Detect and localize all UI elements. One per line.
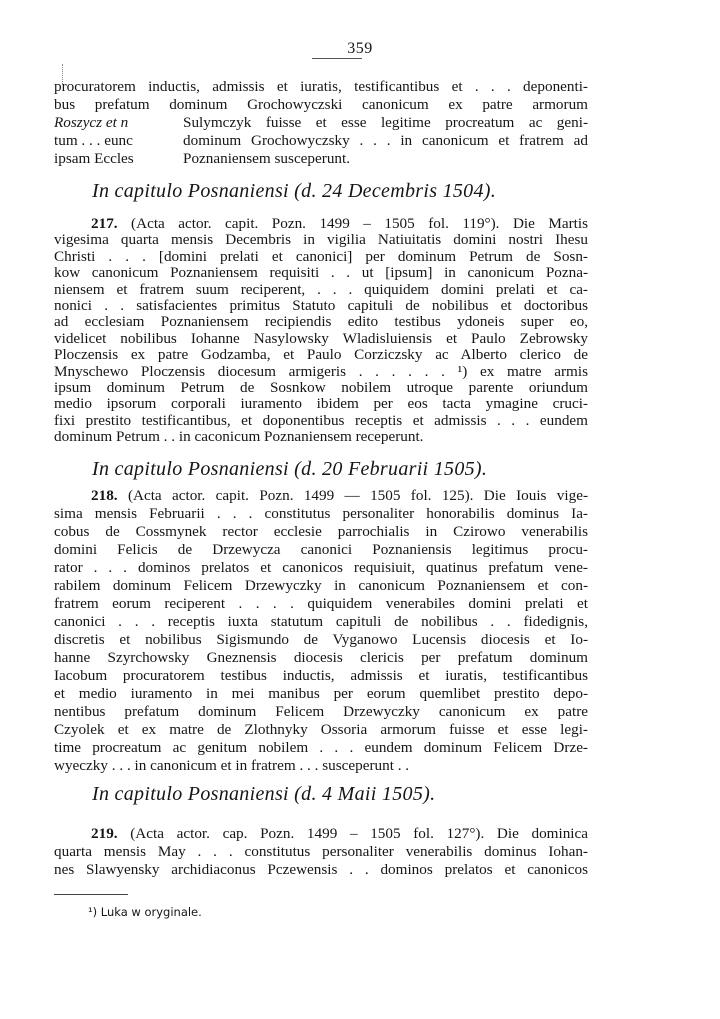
section-heading: In capitulo Posnaniensi (d. 20 Februarii 1505). [92,458,488,480]
entry-number: 219. [91,825,131,842]
entry-line: Iacobum procuratorem testibus inductis, admissis et iuratis, testificantibus [54,667,588,684]
entry-line: (Acta actor. cap. Pozn. 1499 – 1505 fol. 127°). Die dominica [130,825,588,842]
intro-split-left: tum . . . eunc [54,132,133,149]
entry-line: wyeczky . . . in canonicum et in fratrem . . . susceperunt . . [54,757,410,774]
entry-line: Ploczensis ex patre Godzamba, et Paulo Corziczsky ac Alberto clerico de [54,346,588,364]
intro-line: procuratorem inductis, admissis et iuratis, testificantibus et . . . deponenti- [54,78,588,95]
entry-line: medio ipsorum corporali iuramento ibidem per eos tacta ymagine cruci- [54,395,588,413]
entry-line: ipsum dominum Petrum de Sosnkow nobilem utroque parente oriundum [54,379,588,396]
entry-line: Mnyschewo Ploczensis diocesum armigeris . . . . . . ¹) ex matre armis [54,362,588,380]
intro-split-right: Sulymczyk fuisse et esse legitime procreatum ac geni- [183,114,588,131]
entry-line: rabilem dominum Felicem Drzewyczky in canonicum Poznaniensem et con- [54,577,588,594]
page-number: 359 [347,40,373,57]
intro-split-right: Poznaniensem susceperunt. [183,150,351,167]
entry-line: domini Felicis de Drzewycza canonici Poznaniensis legitimus procu- [54,541,588,558]
intro-split-left: ipsam Eccles [54,150,134,167]
page-number-rule [312,58,362,59]
entry-first-line [91,825,588,843]
entry-line: (Acta actor. capit. Pozn. 1499 — 1505 fol. 125). Die Iouis vige- [127,487,588,504]
entry-line: niensem et fratrem suum reciperent, . . . quiquidem domini prelati et ca- [54,280,588,298]
entry-number: 217. [91,215,118,232]
section-heading: In capitulo Posnaniensi (d. 4 Maii 1505). [92,783,436,805]
entry-line: time procreatum ac genitum nobilem . . . eundem dominum Felicem Drze- [54,739,588,756]
entry-line: ad ecclesiam Poznaniensem recipiendis edito testibus ydoneis super eo, [54,313,588,331]
entry-line: dominum Petrum . . in caconicum Poznaniensem receperunt. [54,428,424,446]
intro-split-right: dominum Grochowyczsky . . . in canonicum et fratrem ad [183,132,588,149]
entry-line: nentibus prefatum dominum Felicem Drzewyczky canonicum ex patre [54,703,588,720]
entry-line: Czyolek et ex matre de Zlothnyky Ossoria armorum fuisse et esse legi- [54,721,588,738]
entry-line: nonici . . satisfacientes primitus Statuto capituli de nobilibus et doctoribus [54,297,588,314]
entry-line: videlicet nobilibus Iohanne Nasylowsky Wladisluiensis et Paulo Zebrowsky [54,329,588,347]
intro-line: bus prefatum dominum Grochowyczski canonicum ex patre armorum [54,96,588,113]
footnote-rule [54,894,128,895]
footnote: ¹) Luka w oryginale. [88,905,202,919]
entry-line: cobus de Cossmynek rector ecclesie parrochialis in Czirowo venerabilis [54,523,588,540]
entry-line: sima mensis Februarii . . . constitutus personaliter honorabilis dominus Ia- [54,505,588,522]
entry-line: rator . . . dominos prelatos et canonicos requisiuit, quatinus prefatum vene- [54,559,588,576]
entry-line: kow canonicum Poznaniensem requisiti . . ut [ipsum] in canonicum Pozna- [54,264,588,282]
entry-line: fratrem eorum reciperent . . . . quiquidem venerabiles domini prelati et [54,595,588,612]
entry-line: nes Slawyensky archidiaconus Pczewensis . . dominos prelatos et canonicos [54,861,588,878]
entry-line: Christi . . . [domini prelati et canonici] per dominum Petrum de Sosn- [54,247,588,265]
entry-line: hanne Szyrchowsky Gneznensis diocesis clericis per prefatum dominum [54,649,588,666]
section-heading: In capitulo Posnaniensi (d. 24 Decembris 1504). [92,180,497,202]
entry-line: fixi prestito testificantibus, et doponentibus receptis et admissis . . . eundem [54,411,588,429]
entry-first-line [91,215,588,233]
entry-line: canonici . . . receptis iuxta statutum capituli de nobilibus . . fidedignis, [54,613,588,630]
entry-line: et medio iuramento in mei manibus per eorum quemlibet prestito depo- [54,685,588,702]
entry-line: discretis et nobilibus Sigismundo de Vyganowo Lucensis diocesis et Io- [54,631,588,648]
entry-line: vigesima quarta mensis Decembris in vigilia Natiuitatis domini nostri Ihesu [54,231,588,249]
entry-line: (Acta actor. capit. Pozn. 1499 – 1505 fol. 119°). Die Martis [131,215,588,232]
entry-first-line [91,487,588,505]
entry-number: 218. [91,487,118,504]
intro-split-left: Roszycz et n [54,114,129,131]
entry-line: quarta mensis May . . . constitutus personaliter venerabilis dominus Iohan- [54,843,588,860]
